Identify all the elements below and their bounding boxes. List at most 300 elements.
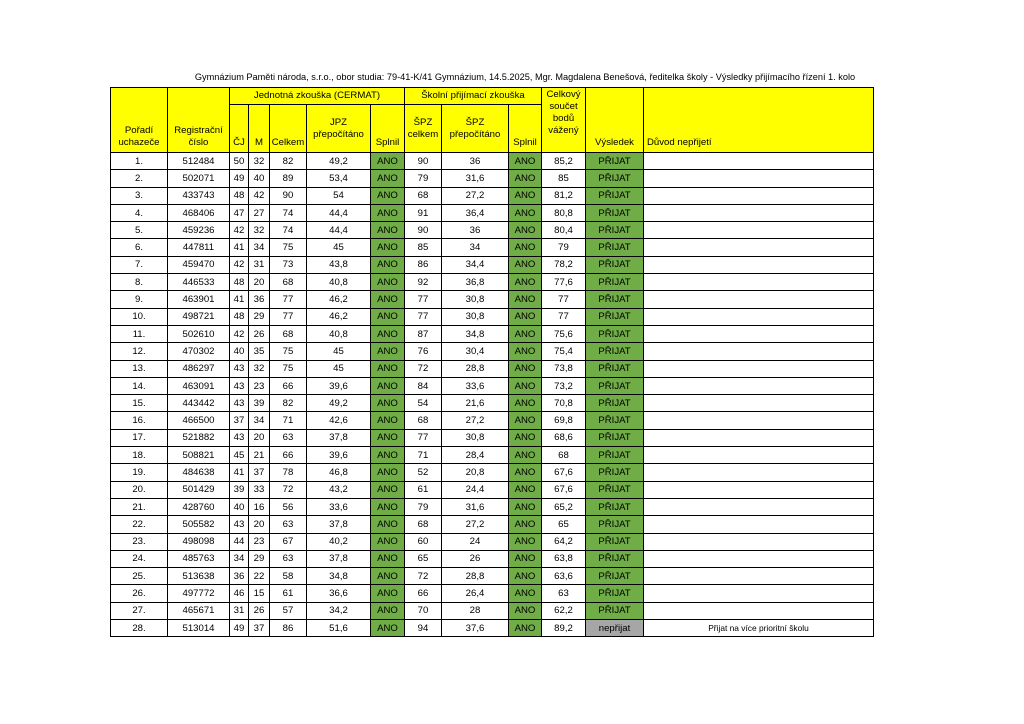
cell-vysledek: PŘIJAT <box>586 291 644 308</box>
cell-registracni-cislo: 428760 <box>168 498 230 515</box>
cell-spz-prepocitano: 36,4 <box>442 204 509 221</box>
header-m: M <box>249 105 270 153</box>
cell-spz-celkem: 72 <box>405 360 442 377</box>
cell-celkem: 58 <box>270 568 307 585</box>
cell-registracni-cislo: 486297 <box>168 360 230 377</box>
cell-celkovy-soucet: 85 <box>542 170 586 187</box>
cell-registracni-cislo: 468406 <box>168 204 230 221</box>
cell-spz-prepocitano: 33,6 <box>442 377 509 394</box>
cell-spz-prepocitano: 30,8 <box>442 291 509 308</box>
cell-spz-prepocitano: 31,6 <box>442 498 509 515</box>
cell-celkem: 75 <box>270 239 307 256</box>
header-spz-prepocitano: ŠPZ přepočítáno <box>442 105 509 153</box>
cell-celkem: 77 <box>270 291 307 308</box>
table-row <box>111 464 874 481</box>
cell-poradi: 24. <box>111 550 168 567</box>
cell-splnil-spz: ANO <box>509 620 542 637</box>
header-registracni-cislo: Registrační číslo <box>168 88 230 153</box>
cell-m: 23 <box>249 377 270 394</box>
cell-poradi: 21. <box>111 498 168 515</box>
cell-celkovy-soucet: 89,2 <box>542 620 586 637</box>
cell-registracni-cislo: 443442 <box>168 395 230 412</box>
cell-registracni-cislo: 498721 <box>168 308 230 325</box>
table-row <box>111 308 874 325</box>
cell-m: 20 <box>249 516 270 533</box>
cell-celkovy-soucet: 65,2 <box>542 498 586 515</box>
cell-m: 15 <box>249 585 270 602</box>
cell-poradi: 7. <box>111 256 168 273</box>
cell-spz-prepocitano: 27,2 <box>442 412 509 429</box>
cell-celkovy-soucet: 78,2 <box>542 256 586 273</box>
cell-splnil-jpz: ANO <box>371 343 405 360</box>
cell-duvod-neprijeti <box>644 395 874 412</box>
cell-splnil-spz: ANO <box>509 360 542 377</box>
cell-splnil-spz: ANO <box>509 291 542 308</box>
cell-vysledek: PŘIJAT <box>586 343 644 360</box>
cell-registracni-cislo: 485763 <box>168 550 230 567</box>
cell-cj: 50 <box>230 153 249 170</box>
cell-m: 29 <box>249 308 270 325</box>
cell-cj: 39 <box>230 481 249 498</box>
cell-celkovy-soucet: 85,2 <box>542 153 586 170</box>
cell-m: 21 <box>249 447 270 464</box>
cell-splnil-spz: ANO <box>509 325 542 342</box>
cell-celkovy-soucet: 63 <box>542 585 586 602</box>
cell-splnil-spz: ANO <box>509 568 542 585</box>
cell-duvod-neprijeti <box>644 550 874 567</box>
cell-celkovy-soucet: 67,6 <box>542 481 586 498</box>
cell-m: 40 <box>249 170 270 187</box>
cell-duvod-neprijeti <box>644 360 874 377</box>
cell-spz-prepocitano: 28 <box>442 602 509 619</box>
cell-spz-celkem: 79 <box>405 498 442 515</box>
cell-celkovy-soucet: 68 <box>542 447 586 464</box>
table-row <box>111 533 874 550</box>
cell-celkovy-soucet: 68,6 <box>542 429 586 446</box>
cell-m: 31 <box>249 256 270 273</box>
table-row <box>111 343 874 360</box>
cell-jpz-prepocitano: 34,8 <box>307 568 371 585</box>
cell-celkovy-soucet: 63,6 <box>542 568 586 585</box>
cell-registracni-cislo: 498098 <box>168 533 230 550</box>
cell-vysledek: PŘIJAT <box>586 204 644 221</box>
cell-registracni-cislo: 501429 <box>168 481 230 498</box>
cell-duvod-neprijeti <box>644 153 874 170</box>
cell-splnil-spz: ANO <box>509 256 542 273</box>
cell-splnil-jpz: ANO <box>371 585 405 602</box>
cell-celkem: 74 <box>270 222 307 239</box>
cell-jpz-prepocitano: 51,6 <box>307 620 371 637</box>
cell-poradi: 17. <box>111 429 168 446</box>
cell-jpz-prepocitano: 40,2 <box>307 533 371 550</box>
cell-spz-prepocitano: 31,6 <box>442 170 509 187</box>
cell-spz-celkem: 86 <box>405 256 442 273</box>
cell-splnil-spz: ANO <box>509 550 542 567</box>
table-row <box>111 516 874 533</box>
cell-jpz-prepocitano: 54 <box>307 187 371 204</box>
cell-celkem: 61 <box>270 585 307 602</box>
cell-splnil-jpz: ANO <box>371 498 405 515</box>
cell-vysledek: PŘIJAT <box>586 377 644 394</box>
header-cj: ČJ <box>230 105 249 153</box>
table-row <box>111 256 874 273</box>
cell-spz-celkem: 84 <box>405 377 442 394</box>
cell-spz-celkem: 65 <box>405 550 442 567</box>
header-spz-celkem: ŠPZ celkem <box>405 105 442 153</box>
cell-spz-prepocitano: 28,8 <box>442 568 509 585</box>
cell-m: 26 <box>249 602 270 619</box>
table-row <box>111 395 874 412</box>
cell-jpz-prepocitano: 39,6 <box>307 447 371 464</box>
cell-duvod-neprijeti <box>644 464 874 481</box>
cell-registracni-cislo: 465671 <box>168 602 230 619</box>
cell-splnil-spz: ANO <box>509 308 542 325</box>
table-row <box>111 412 874 429</box>
table-row <box>111 447 874 464</box>
cell-duvod-neprijeti <box>644 343 874 360</box>
cell-celkem: 71 <box>270 412 307 429</box>
cell-registracni-cislo: 502610 <box>168 325 230 342</box>
cell-poradi: 26. <box>111 585 168 602</box>
header-duvod-neprijeti: Důvod nepřijetí <box>644 88 874 153</box>
cell-poradi: 14. <box>111 377 168 394</box>
cell-poradi: 20. <box>111 481 168 498</box>
cell-jpz-prepocitano: 53,4 <box>307 170 371 187</box>
table-row <box>111 585 874 602</box>
cell-poradi: 12. <box>111 343 168 360</box>
cell-jpz-prepocitano: 43,8 <box>307 256 371 273</box>
cell-celkovy-soucet: 79 <box>542 239 586 256</box>
cell-m: 39 <box>249 395 270 412</box>
cell-splnil-spz: ANO <box>509 153 542 170</box>
cell-vysledek: PŘIJAT <box>586 447 644 464</box>
cell-poradi: 23. <box>111 533 168 550</box>
cell-duvod-neprijeti <box>644 239 874 256</box>
cell-poradi: 8. <box>111 274 168 291</box>
cell-splnil-spz: ANO <box>509 498 542 515</box>
cell-cj: 49 <box>230 170 249 187</box>
cell-poradi: 25. <box>111 568 168 585</box>
cell-splnil-jpz: ANO <box>371 412 405 429</box>
cell-poradi: 19. <box>111 464 168 481</box>
cell-spz-prepocitano: 28,4 <box>442 447 509 464</box>
cell-spz-prepocitano: 36,8 <box>442 274 509 291</box>
results-table <box>110 87 874 637</box>
cell-spz-prepocitano: 20,8 <box>442 464 509 481</box>
cell-celkem: 90 <box>270 187 307 204</box>
cell-vysledek: PŘIJAT <box>586 481 644 498</box>
cell-celkem: 73 <box>270 256 307 273</box>
cell-spz-celkem: 92 <box>405 274 442 291</box>
cell-splnil-jpz: ANO <box>371 481 405 498</box>
document-title: Gymnázium Paměti národa, s.r.o., obor studia: 79-41-K/41 Gymnázium, 14.5.2025, Mgr. Magdalena Benešová, ředitelka školy - Výsledky přijímacího řízení 1. kolo <box>194 72 856 82</box>
cell-celkem: 57 <box>270 602 307 619</box>
cell-duvod-neprijeti <box>644 377 874 394</box>
cell-spz-prepocitano: 24,4 <box>442 481 509 498</box>
cell-cj: 43 <box>230 395 249 412</box>
cell-cj: 43 <box>230 360 249 377</box>
cell-duvod-neprijeti <box>644 447 874 464</box>
cell-duvod-neprijeti <box>644 274 874 291</box>
cell-registracni-cislo: 446533 <box>168 274 230 291</box>
cell-celkovy-soucet: 75,6 <box>542 325 586 342</box>
cell-jpz-prepocitano: 34,2 <box>307 602 371 619</box>
cell-splnil-jpz: ANO <box>371 204 405 221</box>
cell-cj: 41 <box>230 239 249 256</box>
cell-duvod-neprijeti <box>644 308 874 325</box>
cell-spz-prepocitano: 27,2 <box>442 516 509 533</box>
header-skolni-zkouska: Školní přijímací zkouška <box>405 88 542 105</box>
table-row <box>111 550 874 567</box>
cell-splnil-spz: ANO <box>509 464 542 481</box>
cell-celkovy-soucet: 81,2 <box>542 187 586 204</box>
table-header <box>111 88 874 153</box>
cell-celkem: 66 <box>270 377 307 394</box>
cell-splnil-spz: ANO <box>509 429 542 446</box>
cell-jpz-prepocitano: 44,4 <box>307 204 371 221</box>
table-row <box>111 204 874 221</box>
header-poradi: Pořadí uchazeče <box>111 88 168 153</box>
cell-celkem: 63 <box>270 516 307 533</box>
table-row <box>111 602 874 619</box>
cell-m: 27 <box>249 204 270 221</box>
cell-celkovy-soucet: 64,2 <box>542 533 586 550</box>
cell-m: 34 <box>249 412 270 429</box>
cell-vysledek: PŘIJAT <box>586 412 644 429</box>
cell-duvod-neprijeti <box>644 481 874 498</box>
cell-cj: 41 <box>230 291 249 308</box>
cell-celkem: 78 <box>270 464 307 481</box>
header-jpz-prepocitano: JPZ přepočítáno <box>307 105 371 153</box>
cell-celkem: 63 <box>270 550 307 567</box>
cell-celkovy-soucet: 80,8 <box>542 204 586 221</box>
cell-poradi: 6. <box>111 239 168 256</box>
cell-splnil-jpz: ANO <box>371 620 405 637</box>
cell-spz-celkem: 68 <box>405 187 442 204</box>
cell-vysledek: PŘIJAT <box>586 325 644 342</box>
cell-vysledek: PŘIJAT <box>586 429 644 446</box>
cell-splnil-jpz: ANO <box>371 170 405 187</box>
cell-spz-celkem: 71 <box>405 447 442 464</box>
cell-duvod-neprijeti <box>644 412 874 429</box>
cell-m: 42 <box>249 187 270 204</box>
cell-spz-prepocitano: 30,4 <box>442 343 509 360</box>
cell-poradi: 1. <box>111 153 168 170</box>
cell-cj: 44 <box>230 533 249 550</box>
cell-celkovy-soucet: 65 <box>542 516 586 533</box>
cell-registracni-cislo: 513014 <box>168 620 230 637</box>
cell-spz-prepocitano: 30,8 <box>442 429 509 446</box>
cell-jpz-prepocitano: 46,2 <box>307 308 371 325</box>
cell-spz-celkem: 54 <box>405 395 442 412</box>
cell-splnil-spz: ANO <box>509 274 542 291</box>
cell-spz-celkem: 77 <box>405 308 442 325</box>
cell-jpz-prepocitano: 33,6 <box>307 498 371 515</box>
cell-celkovy-soucet: 75,4 <box>542 343 586 360</box>
cell-duvod-neprijeti <box>644 170 874 187</box>
cell-jpz-prepocitano: 40,8 <box>307 274 371 291</box>
cell-celkem: 56 <box>270 498 307 515</box>
cell-cj: 45 <box>230 447 249 464</box>
cell-spz-prepocitano: 26 <box>442 550 509 567</box>
cell-cj: 36 <box>230 568 249 585</box>
cell-spz-celkem: 60 <box>405 533 442 550</box>
cell-duvod-neprijeti <box>644 187 874 204</box>
cell-registracni-cislo: 459236 <box>168 222 230 239</box>
cell-spz-prepocitano: 34,8 <box>442 325 509 342</box>
cell-celkovy-soucet: 67,6 <box>542 464 586 481</box>
cell-celkem: 86 <box>270 620 307 637</box>
cell-spz-celkem: 77 <box>405 291 442 308</box>
cell-poradi: 15. <box>111 395 168 412</box>
cell-poradi: 11. <box>111 325 168 342</box>
cell-vysledek: PŘIJAT <box>586 274 644 291</box>
cell-jpz-prepocitano: 46,2 <box>307 291 371 308</box>
cell-duvod-neprijeti <box>644 568 874 585</box>
cell-spz-celkem: 94 <box>405 620 442 637</box>
cell-registracni-cislo: 505582 <box>168 516 230 533</box>
cell-spz-celkem: 79 <box>405 170 442 187</box>
cell-spz-celkem: 72 <box>405 568 442 585</box>
cell-duvod-neprijeti <box>644 256 874 273</box>
cell-vysledek: PŘIJAT <box>586 222 644 239</box>
cell-poradi: 13. <box>111 360 168 377</box>
cell-splnil-spz: ANO <box>509 533 542 550</box>
cell-splnil-spz: ANO <box>509 481 542 498</box>
cell-celkem: 75 <box>270 360 307 377</box>
cell-poradi: 2. <box>111 170 168 187</box>
table-row <box>111 377 874 394</box>
cell-registracni-cislo: 470302 <box>168 343 230 360</box>
cell-cj: 31 <box>230 602 249 619</box>
cell-cj: 43 <box>230 377 249 394</box>
cell-splnil-jpz: ANO <box>371 533 405 550</box>
cell-cj: 46 <box>230 585 249 602</box>
cell-celkem: 72 <box>270 481 307 498</box>
cell-poradi: 5. <box>111 222 168 239</box>
cell-poradi: 28. <box>111 620 168 637</box>
cell-jpz-prepocitano: 49,2 <box>307 395 371 412</box>
table-row <box>111 170 874 187</box>
cell-cj: 43 <box>230 516 249 533</box>
cell-jpz-prepocitano: 45 <box>307 360 371 377</box>
cell-splnil-jpz: ANO <box>371 274 405 291</box>
cell-registracni-cislo: 513638 <box>168 568 230 585</box>
cell-vysledek: PŘIJAT <box>586 602 644 619</box>
cell-registracni-cislo: 433743 <box>168 187 230 204</box>
cell-splnil-spz: ANO <box>509 222 542 239</box>
cell-duvod-neprijeti <box>644 291 874 308</box>
cell-jpz-prepocitano: 49,2 <box>307 153 371 170</box>
cell-celkem: 89 <box>270 170 307 187</box>
cell-spz-prepocitano: 34,4 <box>442 256 509 273</box>
cell-spz-celkem: 90 <box>405 153 442 170</box>
table-row <box>111 153 874 170</box>
cell-celkovy-soucet: 70,8 <box>542 395 586 412</box>
cell-splnil-jpz: ANO <box>371 256 405 273</box>
header-vysledek: Výsledek <box>586 88 644 153</box>
cell-splnil-jpz: ANO <box>371 516 405 533</box>
cell-poradi: 10. <box>111 308 168 325</box>
cell-jpz-prepocitano: 37,8 <box>307 516 371 533</box>
cell-vysledek: PŘIJAT <box>586 568 644 585</box>
cell-poradi: 3. <box>111 187 168 204</box>
header-celkovy-soucet: Celkový součet bodů vážený <box>542 88 586 153</box>
cell-splnil-spz: ANO <box>509 377 542 394</box>
cell-duvod-neprijeti <box>644 516 874 533</box>
cell-splnil-spz: ANO <box>509 412 542 429</box>
cell-splnil-jpz: ANO <box>371 308 405 325</box>
cell-vysledek: PŘIJAT <box>586 187 644 204</box>
cell-duvod-neprijeti <box>644 325 874 342</box>
cell-vysledek: PŘIJAT <box>586 533 644 550</box>
cell-spz-prepocitano: 36 <box>442 222 509 239</box>
cell-vysledek: PŘIJAT <box>586 516 644 533</box>
cell-registracni-cislo: 484638 <box>168 464 230 481</box>
cell-cj: 48 <box>230 187 249 204</box>
cell-vysledek: PŘIJAT <box>586 256 644 273</box>
header-splnil-jpz: Splnil <box>371 105 405 153</box>
cell-registracni-cislo: 447811 <box>168 239 230 256</box>
cell-poradi: 16. <box>111 412 168 429</box>
table-row <box>111 429 874 446</box>
cell-m: 34 <box>249 239 270 256</box>
cell-splnil-jpz: ANO <box>371 464 405 481</box>
cell-splnil-spz: ANO <box>509 204 542 221</box>
table-row <box>111 274 874 291</box>
cell-cj: 42 <box>230 325 249 342</box>
cell-poradi: 22. <box>111 516 168 533</box>
cell-splnil-jpz: ANO <box>371 377 405 394</box>
cell-vysledek: PŘIJAT <box>586 153 644 170</box>
cell-cj: 48 <box>230 308 249 325</box>
cell-duvod-neprijeti <box>644 585 874 602</box>
cell-m: 37 <box>249 464 270 481</box>
cell-m: 32 <box>249 222 270 239</box>
cell-spz-prepocitano: 26,4 <box>442 585 509 602</box>
header-jednotna-zkouska: Jednotná zkouška (CERMAT) <box>230 88 405 105</box>
table-row <box>111 291 874 308</box>
cell-splnil-spz: ANO <box>509 343 542 360</box>
cell-spz-celkem: 87 <box>405 325 442 342</box>
cell-celkem: 74 <box>270 204 307 221</box>
cell-duvod-neprijeti <box>644 533 874 550</box>
cell-duvod-neprijeti <box>644 498 874 515</box>
cell-vysledek: PŘIJAT <box>586 585 644 602</box>
cell-m: 23 <box>249 533 270 550</box>
table-row <box>111 222 874 239</box>
cell-jpz-prepocitano: 36,6 <box>307 585 371 602</box>
cell-registracni-cislo: 466500 <box>168 412 230 429</box>
table-row <box>111 187 874 204</box>
cell-cj: 47 <box>230 204 249 221</box>
cell-m: 20 <box>249 429 270 446</box>
cell-spz-prepocitano: 34 <box>442 239 509 256</box>
cell-m: 33 <box>249 481 270 498</box>
cell-cj: 41 <box>230 464 249 481</box>
cell-splnil-jpz: ANO <box>371 360 405 377</box>
table-row <box>111 498 874 515</box>
cell-spz-celkem: 85 <box>405 239 442 256</box>
cell-registracni-cislo: 512484 <box>168 153 230 170</box>
cell-splnil-jpz: ANO <box>371 550 405 567</box>
cell-m: 35 <box>249 343 270 360</box>
cell-splnil-jpz: ANO <box>371 447 405 464</box>
cell-m: 29 <box>249 550 270 567</box>
cell-spz-celkem: 52 <box>405 464 442 481</box>
cell-spz-prepocitano: 37,6 <box>442 620 509 637</box>
cell-jpz-prepocitano: 39,6 <box>307 377 371 394</box>
